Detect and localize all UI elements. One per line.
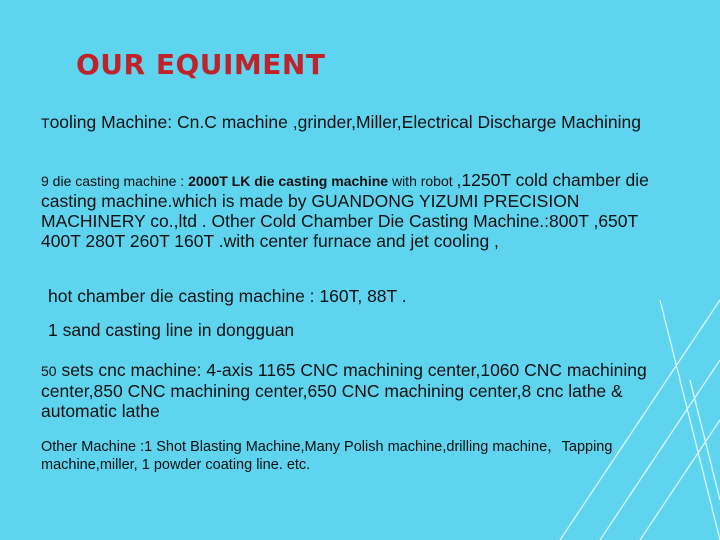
tooling-prefix: T — [41, 115, 50, 131]
sand-casting-paragraph: 1 sand casting line in dongguan — [48, 320, 295, 340]
cnc-paragraph — [41, 360, 681, 421]
other-machine-paragraph: Other Machine :1 Shot Blasting Machine,Many Polish machine,drilling machine，Tapping machine,miller, 1 powder coating line. etc. — [41, 439, 613, 473]
page-title: OUR EQUIMENT — [76, 48, 326, 81]
tooling-text: ooling Machine: Cn.C machine ,grinder,Miller,Electrical Discharge Machining — [49, 112, 641, 132]
die-casting-paragraph — [41, 170, 681, 251]
die-casting-lead: 9 die casting machine : — [41, 173, 189, 189]
die-casting-bold: 2000T LK die casting machine — [188, 173, 389, 189]
cnc-text: sets cnc machine: 4-axis 1165 CNC machining center,1060 CNC machining center,850 CNC machining center,650 CNC machining center,8 cnc lathe & automatic lathe — [41, 360, 647, 421]
hot-chamber-paragraph: hot chamber die casting machine : 160T, 88T . — [48, 286, 407, 306]
tooling-paragraph — [41, 112, 641, 133]
die-casting-rest: ,1250T cold chamber die casting machine.which is made by GUANDONG YIZUMI PRECISION MACHINERY co.,ltd . Other Cold Chamber Die Casting Machine.:800T ,650T 400T 280T 260T 160T .with center furnace and jet cooling , — [41, 170, 649, 251]
cnc-count: 50 — [41, 363, 57, 379]
die-casting-mid: with robot — [388, 173, 457, 189]
